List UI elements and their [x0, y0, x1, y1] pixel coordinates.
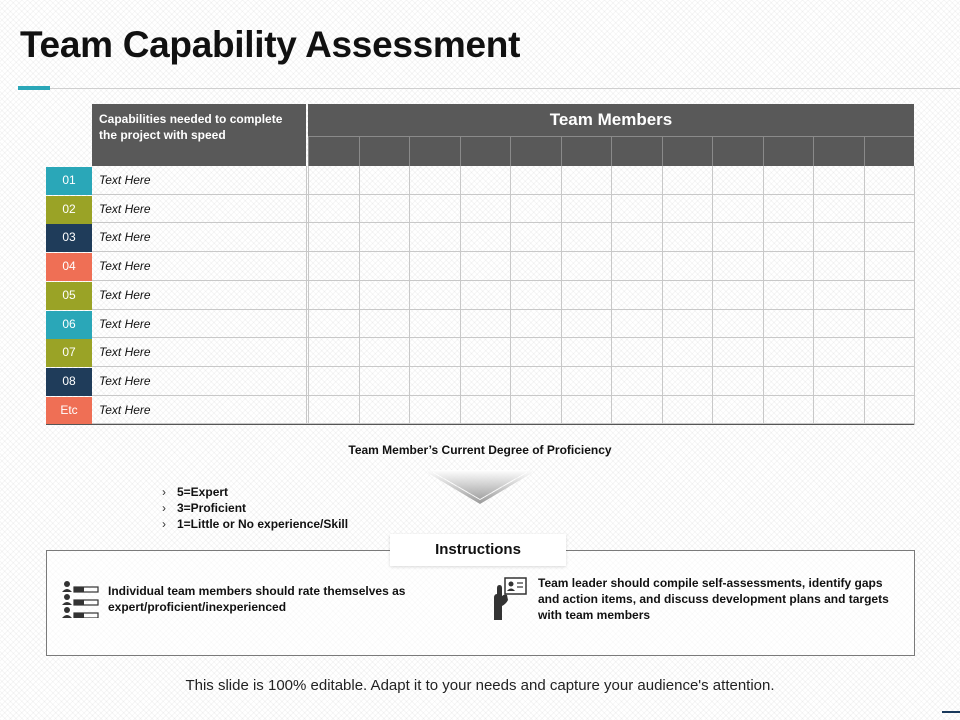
team-member-subheader-row [308, 136, 914, 166]
level-little: 1=Little or No experience/Skill [177, 517, 349, 531]
column-divider [763, 166, 764, 425]
level-proficient: 3=Proficient [177, 501, 247, 515]
row-number-badge: 02 [46, 196, 92, 224]
instructions-heading: Instructions [390, 534, 566, 566]
team-member-header-cell [813, 136, 864, 166]
capability-label[interactable]: Text Here [99, 201, 151, 216]
corner-accent [942, 711, 960, 713]
hand-holding-id-card-icon [492, 576, 528, 620]
row-number-badge: Etc [46, 397, 92, 425]
team-member-header-cell [460, 136, 511, 166]
team-member-header-cell [359, 136, 410, 166]
column-divider [813, 166, 814, 425]
row-number-badge: 05 [46, 282, 92, 310]
instruction-individual: Individual team members should rate themselves as expert/proficient/inexperienced [108, 584, 406, 614]
chevron-down-icon [428, 470, 532, 504]
team-member-header-cell [561, 136, 612, 166]
title-accent-bar [18, 86, 50, 90]
column-divider [561, 166, 562, 425]
footer-note: This slide is 100% editable. Adapt it to your needs and capture your audience's attention. [185, 677, 775, 694]
level-expert: 5=Expert [177, 485, 229, 499]
row-number-badge: 08 [46, 368, 92, 396]
instruction-leader: Team leader should compile self-assessments, identify gaps and action items, and discuss development plans and targets with team members [538, 576, 889, 622]
row-number-badge: 07 [46, 339, 92, 367]
team-member-header-cell [308, 136, 359, 166]
column-divider [409, 166, 410, 425]
capability-label[interactable]: Text Here [99, 373, 151, 388]
team-member-header-cell [510, 136, 561, 166]
list-item: › 1=Little or No experience/Skill [162, 517, 349, 531]
capability-label[interactable]: Text Here [99, 316, 151, 331]
people-list-icon [61, 580, 99, 618]
team-member-header-cell [662, 136, 713, 166]
row-number-badge: 03 [46, 224, 92, 252]
row-number-badge: 04 [46, 253, 92, 281]
capability-label[interactable]: Text Here [99, 230, 151, 245]
column-divider [306, 166, 307, 425]
team-member-header-cell [409, 136, 460, 166]
team-member-header-cell [611, 136, 662, 166]
column-divider [460, 166, 461, 425]
capability-label[interactable]: Text Here [99, 345, 151, 360]
capabilities-header: Capabilities needed to complete the project with speed [92, 104, 306, 166]
column-divider [510, 166, 511, 425]
title-divider [18, 88, 960, 89]
capability-label[interactable]: Text Here [99, 173, 151, 187]
team-member-header-cell [712, 136, 763, 166]
row-number-badge: 06 [46, 311, 92, 339]
table-bottom-border [46, 424, 914, 425]
column-divider [864, 166, 865, 425]
list-item: › 5=Expert [162, 485, 229, 499]
team-member-header-cell [864, 136, 915, 166]
column-divider [914, 166, 915, 425]
row-number-badge: 01 [46, 167, 92, 195]
page-title: Team Capability Assessment [20, 24, 521, 65]
capability-label[interactable]: Text Here [99, 402, 151, 417]
column-divider [712, 166, 713, 425]
column-divider [611, 166, 612, 425]
column-divider [359, 166, 360, 425]
proficiency-levels [162, 484, 348, 532]
capability-label[interactable]: Text Here [99, 259, 151, 274]
column-divider [662, 166, 663, 425]
list-item: › 3=Proficient [162, 501, 247, 515]
team-members-header: Team Members [308, 104, 914, 136]
proficiency-title: Team Member’s Current Degree of Proficiency [348, 443, 612, 457]
assessment-table [46, 104, 914, 425]
column-divider [308, 166, 309, 425]
capability-label[interactable]: Text Here [99, 287, 151, 302]
team-member-header-cell [763, 136, 814, 166]
